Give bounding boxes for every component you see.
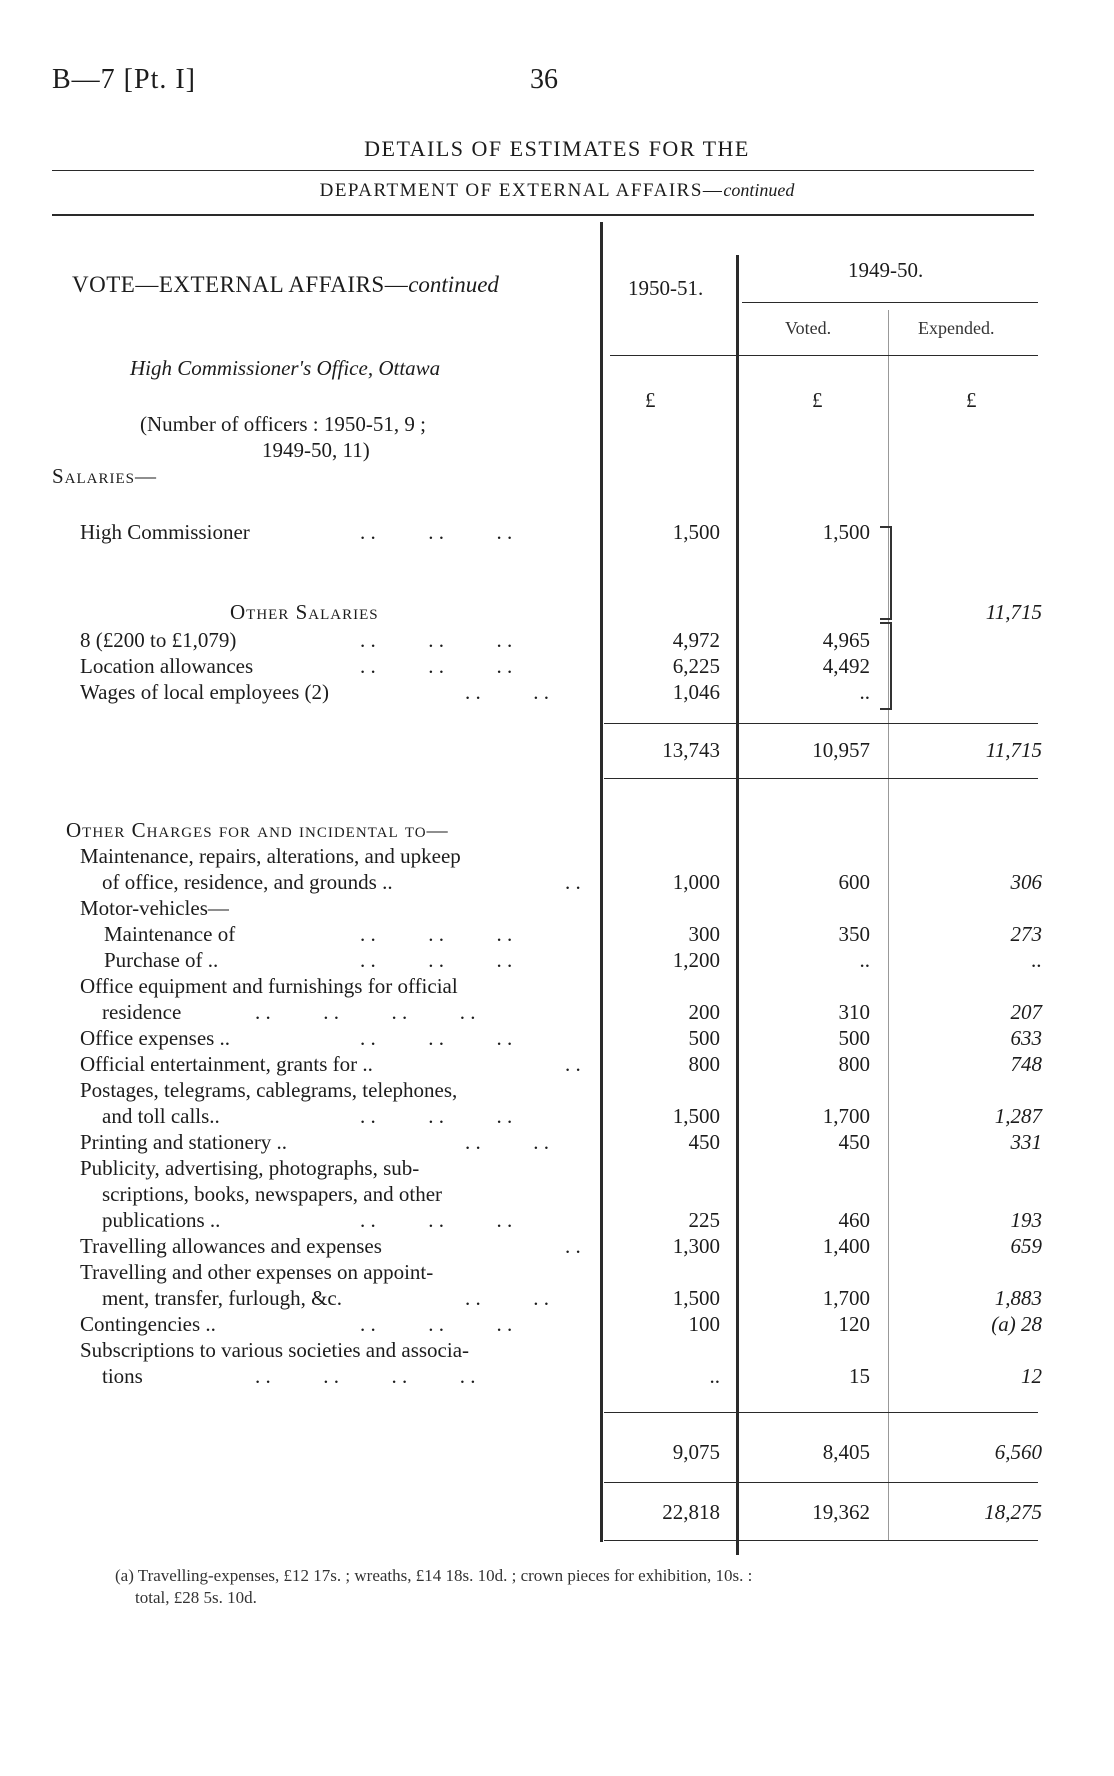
line-label: Office expenses .. <box>80 1026 231 1050</box>
line-label: Subscriptions to various societies and associa- <box>80 1338 470 1362</box>
leader-dots: . . . . . . <box>360 1208 513 1232</box>
column-divider-2 <box>736 255 739 1555</box>
leader-dots: . . . . . . <box>360 948 513 972</box>
leader-dots: . . . . . . <box>360 1312 513 1336</box>
amount-1950-51: 1,500 <box>672 1286 720 1310</box>
total-voted: 19,362 <box>812 1500 870 1524</box>
line-label: residence <box>102 1000 182 1024</box>
amount-voted: 310 <box>838 1000 870 1024</box>
subtotal-expended: 11,715 <box>985 738 1042 762</box>
leader-dots: . . . . . . <box>360 628 513 652</box>
amount-1950-51: 500 <box>688 1026 720 1050</box>
office-name: High Commissioner's Office, Ottawa <box>130 356 441 380</box>
amount-1950-51: 200 <box>688 1000 720 1024</box>
amount-1950-51: .. <box>709 1364 720 1388</box>
line-label: Maintenance, repairs, alterations, and upkeep <box>80 844 461 868</box>
leader-dots: . . . . <box>465 1286 549 1310</box>
footnote: total, £28 5s. 10d. <box>135 1588 257 1607</box>
leader-dots: . . . . <box>465 1130 549 1154</box>
amount-voted: 600 <box>838 870 870 894</box>
footnote: (a) Travelling-expenses, £12 17s. ; wreaths, £14 18s. 10d. ; crown pieces for exhibition, 10s. : <box>115 1566 753 1585</box>
amount-1950-51: 450 <box>688 1130 720 1154</box>
amount-expended: 273 <box>1010 922 1042 946</box>
amount-expended: 306 <box>1010 870 1042 894</box>
officers-count: 1949-50, 11) <box>262 438 370 462</box>
amount-voted: 350 <box>838 922 870 946</box>
amount-1950-51: 1,300 <box>672 1234 720 1258</box>
leader-dots: . . <box>565 1052 581 1076</box>
amount-expended: (a) 28 <box>991 1312 1042 1336</box>
subtotal-rule <box>604 1412 1038 1413</box>
line-label: tions <box>102 1364 143 1388</box>
column-year-current: 1950-51. <box>628 276 704 300</box>
amount-voted: 800 <box>838 1052 870 1076</box>
amount-voted: 1,700 <box>822 1286 870 1310</box>
title-rule <box>52 170 1034 171</box>
amount-voted: 450 <box>838 1130 870 1154</box>
line-label: Motor-vehicles— <box>80 896 229 920</box>
section-heading: Salaries— <box>52 464 158 488</box>
bracket-upper <box>880 526 892 620</box>
total-rule <box>604 1540 1038 1541</box>
total-expended: 18,275 <box>984 1500 1042 1524</box>
amount-voted: 120 <box>838 1312 870 1336</box>
line-label: 8 (£200 to £1,079) <box>80 628 237 652</box>
section-heading: Other Charges for and incidental to— <box>66 818 449 842</box>
column-voted: Voted. <box>785 318 832 338</box>
leader-dots: . . . . . . <box>360 1104 513 1128</box>
line-label: Office equipment and furnishings for official <box>80 974 458 998</box>
bracket-lower <box>880 622 892 710</box>
header-rule <box>52 214 1034 216</box>
page-title: DETAILS OF ESTIMATES FOR THE <box>364 136 750 161</box>
currency-symbol: £ <box>645 388 656 412</box>
amount-voted: 460 <box>838 1208 870 1232</box>
line-label: Official entertainment, grants for .. <box>80 1052 373 1076</box>
leader-dots: . . . . . . <box>360 1026 513 1050</box>
line-label: Maintenance of <box>104 922 236 946</box>
amount-voted: .. <box>859 948 870 972</box>
subtotal-rule <box>604 778 1038 779</box>
line-label: publications .. <box>102 1208 221 1232</box>
line-label: Contingencies .. <box>80 1312 216 1336</box>
leader-dots: . . . . . . . . <box>255 1000 476 1024</box>
amount-voted: 1,400 <box>822 1234 870 1258</box>
leader-dots: . . . . . . <box>360 520 513 544</box>
amount-1950-51: 1,500 <box>672 1104 720 1128</box>
line-label: and toll calls.. <box>102 1104 220 1128</box>
amount-expended: 1,883 <box>994 1286 1042 1310</box>
amount-voted: 1,500 <box>822 520 870 544</box>
subtotal-expended: 6,560 <box>994 1440 1042 1464</box>
line-label: Location allowances <box>80 654 254 678</box>
amount-1950-51: 6,225 <box>672 654 720 678</box>
amount-expended: 207 <box>1010 1000 1042 1024</box>
amount-voted: 4,965 <box>822 628 870 652</box>
column-year-previous: 1949-50. <box>848 258 924 282</box>
amount-expended: .. <box>1031 948 1042 972</box>
line-label: Postages, telegrams, cablegrams, telephones, <box>80 1078 458 1102</box>
column-expended: Expended. <box>918 318 995 338</box>
line-label: Printing and stationery .. <box>80 1130 288 1154</box>
page-subtitle: DEPARTMENT OF EXTERNAL AFFAIRS—continued <box>319 180 795 201</box>
amount-expended: 659 <box>1010 1234 1042 1258</box>
page-number: 36 <box>530 64 558 95</box>
subsection-heading: Other Salaries <box>230 600 379 624</box>
leader-dots: . . <box>565 1234 581 1258</box>
amount-expended: 633 <box>1010 1026 1042 1050</box>
amount-1950-51: 225 <box>688 1208 720 1232</box>
amount-1950-51: 1,046 <box>672 680 720 704</box>
line-label: ment, transfer, furlough, &c. <box>102 1286 343 1310</box>
line-label: of office, residence, and grounds .. <box>102 870 393 894</box>
subtotal-1950-51: 9,075 <box>672 1440 720 1464</box>
amount-voted: .. <box>859 680 870 704</box>
leader-dots: . . . . . . <box>360 922 513 946</box>
subtotal-voted: 10,957 <box>812 738 870 762</box>
line-label: Travelling and other expenses on appoint- <box>80 1260 434 1284</box>
subtotal-voted: 8,405 <box>822 1440 870 1464</box>
amount-expended: 12 <box>1021 1364 1042 1388</box>
amount-1950-51: 100 <box>688 1312 720 1336</box>
amount-voted: 1,700 <box>822 1104 870 1128</box>
amount-expended: 193 <box>1010 1208 1042 1232</box>
leader-dots: . . <box>565 870 581 894</box>
amount-1950-51: 4,972 <box>672 628 720 652</box>
leader-dots: . . . . . . <box>360 654 513 678</box>
amount-voted: 4,492 <box>822 654 870 678</box>
amount-expended: 1,287 <box>994 1104 1042 1128</box>
subtotal-rule <box>604 723 1038 724</box>
year-rule <box>742 302 1038 303</box>
document-reference: B—7 [Pt. I] <box>52 64 196 95</box>
total-rule <box>604 1482 1038 1483</box>
line-label: Wages of local employees (2) <box>80 680 330 704</box>
amount-expended: 748 <box>1010 1052 1042 1076</box>
amount-1950-51: 1,200 <box>672 948 720 972</box>
line-label: scriptions, books, newspapers, and other <box>102 1182 443 1206</box>
amount-1950-51: 300 <box>688 922 720 946</box>
amount-expended: 331 <box>1010 1130 1042 1154</box>
leader-dots: . . . . <box>465 680 549 704</box>
column-header-rule <box>610 355 1038 356</box>
vote-title: VOTE—EXTERNAL AFFAIRS—continued <box>72 272 499 297</box>
amount-1950-51: 1,000 <box>672 870 720 894</box>
amount-voted: 15 <box>849 1364 870 1388</box>
amount-1950-51: 800 <box>688 1052 720 1076</box>
line-label: Purchase of .. <box>104 948 219 972</box>
amount-voted: 500 <box>838 1026 870 1050</box>
total-1950-51: 22,818 <box>662 1500 720 1524</box>
bracket-expended: 11,715 <box>985 600 1042 624</box>
currency-symbol: £ <box>966 388 977 412</box>
line-label: Travelling allowances and expenses <box>80 1234 382 1258</box>
subtotal-1950-51: 13,743 <box>662 738 720 762</box>
column-divider-3 <box>888 310 889 1540</box>
line-label: High Commissioner <box>80 520 250 544</box>
leader-dots: . . . . . . . . <box>255 1364 476 1388</box>
currency-symbol: £ <box>812 388 823 412</box>
officers-count: (Number of officers : 1950-51, 9 ; <box>140 412 426 436</box>
line-label: Publicity, advertising, photographs, sub- <box>80 1156 420 1180</box>
amount-1950-51: 1,500 <box>672 520 720 544</box>
